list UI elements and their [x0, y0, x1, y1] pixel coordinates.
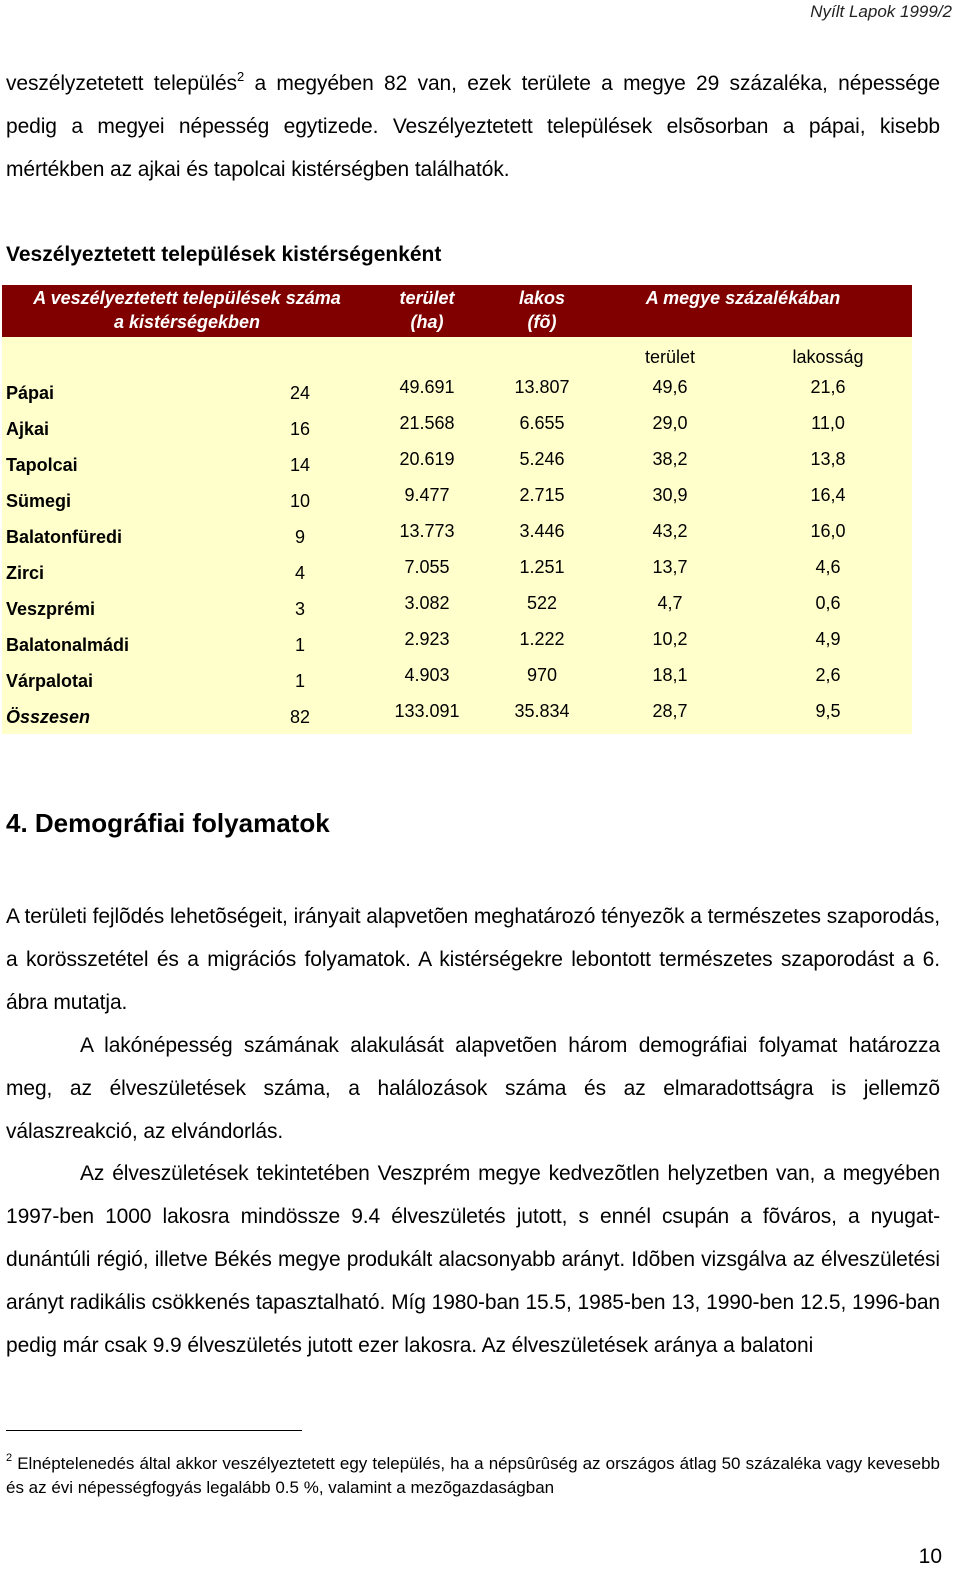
row-area: 21.568: [399, 413, 455, 433]
row-count: 3: [294, 599, 305, 619]
row-pct-population: 0,6: [815, 593, 841, 613]
row-population: 13.807: [514, 377, 570, 397]
row-area: 4.903: [404, 665, 450, 685]
body-paragraph-3: Az élveszületések tekintetében Veszprém megye kedvezõtlen helyzetben van, a megyében 1997-ben 1000 lakosra mindössze 9.4 élveszületés jutott, s ennél csupán a fõváros, a nyugat-dunántúli régió, illetve Békés megye produkált alacsonyabb arányt. Idõben vizsgálva az élveszületési arányt radikális csökkenés tapasztalható. Míg 1980-ban 15.5, 1985-ben 13, 1990-ben 12.5, 1996-ban pedig már csak 9.9 élveszületés jutott ezer lakosra. Az élveszületések aránya a balatoni: [6, 1162, 940, 1357]
table-row: [2, 593, 912, 629]
row-name: Összesen: [6, 707, 91, 727]
footnote-text: Elnéptelenedés által akkor veszélyeztetett egy település, ha a népsûrûség az országos átlag 50 százaléka vagy kevesebb és az évi népességfogyás legalább 0.5 %, valamint a mezõgazdaságban: [6, 1454, 940, 1497]
row-area: 20.619: [399, 449, 455, 469]
row-pct-area: 43,2: [652, 521, 688, 541]
row-pct-area: 28,7: [652, 701, 688, 721]
header-area-line2: (ha): [410, 312, 444, 332]
header-population: [502, 286, 582, 334]
row-population: 1.251: [519, 557, 565, 577]
row-pct-population: 13,8: [810, 449, 846, 469]
row-pct-population: 2,6: [815, 665, 841, 685]
table-row: [2, 665, 912, 701]
row-population: 3.446: [519, 521, 565, 541]
table-row: [2, 377, 912, 413]
table-row: [2, 485, 912, 521]
row-pct-population: 4,9: [815, 629, 841, 649]
row-count: 16: [289, 419, 311, 439]
header-count: [2, 286, 372, 334]
page-number: 10: [918, 1545, 942, 1568]
row-pct-area: 10,2: [652, 629, 688, 649]
header-pop-line1: lakos: [518, 288, 566, 308]
row-population: 1.222: [519, 629, 565, 649]
row-count: 10: [289, 491, 311, 511]
table-title: Veszélyeztetett települések kistérségenként: [6, 243, 442, 266]
footnote: [6, 1452, 940, 1500]
row-name: Tapolcai: [6, 455, 78, 475]
row-area: 133.091: [394, 701, 460, 721]
row-pct-area: 4,7: [657, 593, 683, 613]
table-row: [2, 557, 912, 593]
row-population: 6.655: [519, 413, 565, 433]
row-population: 2.715: [519, 485, 565, 505]
row-area: 2.923: [404, 629, 450, 649]
footnote-divider: [6, 1430, 302, 1431]
footnote-marker: 2: [6, 1452, 13, 1464]
table-row: [2, 629, 912, 665]
table-row: [2, 413, 912, 449]
table-row-total: [2, 701, 912, 737]
row-area: 7.055: [404, 557, 450, 577]
row-pct-population: 16,0: [810, 521, 846, 541]
row-count: 1: [294, 635, 305, 655]
row-count: 24: [289, 383, 311, 403]
table-row: [2, 449, 912, 485]
row-population: 522: [526, 593, 558, 613]
body-paragraph-1: A területi fejlõdés lehetõségeit, irányait alapvetõen meghatározó tényezõk a természetes szaporodás, a korösszetétel és a migrációs folyamatok. A kistérségekre lebontott természetes szaporodást a 6. ábra mutatja.: [6, 905, 940, 1014]
header-count-line1: A veszélyeztetett települések száma: [33, 288, 341, 308]
row-area: 3.082: [404, 593, 450, 613]
row-population: 970: [526, 665, 558, 685]
row-pct-population: 4,6: [815, 557, 841, 577]
table-row: [2, 521, 912, 557]
subheader-population: lakosság: [792, 347, 864, 367]
row-population: 35.834: [514, 701, 570, 721]
settlements-table: [2, 285, 912, 734]
row-pct-population: 16,4: [810, 485, 846, 505]
row-name: Veszprémi: [6, 599, 96, 619]
subheader-area: terület: [644, 347, 696, 367]
header-pop-line2: (fõ): [527, 312, 557, 332]
running-header: Nyílt Lapok 1999/2: [810, 2, 952, 21]
row-area: 13.773: [399, 521, 455, 541]
row-pct-area: 29,0: [652, 413, 688, 433]
table-header: [2, 285, 912, 337]
header-area-line1: terület: [399, 288, 455, 308]
row-name: Balatonalmádi: [6, 635, 130, 655]
row-name: Balatonfüredi: [6, 527, 123, 547]
row-pct-area: 13,7: [652, 557, 688, 577]
row-name: Sümegi: [6, 491, 72, 511]
footnote-reference: 2: [236, 69, 245, 84]
row-count: 1: [294, 671, 305, 691]
row-name: Zirci: [6, 563, 45, 583]
row-population: 5.246: [519, 449, 565, 469]
row-count: 9: [294, 527, 305, 547]
row-name: Pápai: [6, 383, 55, 403]
intro-text-rest: a megyében 82 van, ezek területe a megye 29 százaléka, népessége pedig a megyei népesség egytizede. Veszélyeztetett települések elsõsorban a pápai, kisebb mértékben az ajkai és tapolcai kistérségben találhatók.: [6, 72, 941, 181]
row-pct-population: 9,5: [815, 701, 841, 721]
header-count-line2: a kistérségekben: [113, 312, 261, 332]
row-pct-area: 18,1: [652, 665, 688, 685]
header-percentage: A megye százalékában: [645, 288, 841, 308]
row-name: Ajkai: [6, 419, 50, 439]
section-title: 4. Demográfiai folyamatok: [6, 808, 330, 838]
row-count: 82: [289, 707, 311, 727]
intro-text-start: veszélyzetetett település: [6, 72, 237, 95]
header-area: [387, 286, 467, 334]
table-body: [2, 337, 912, 734]
row-area: 9.477: [404, 485, 450, 505]
intro-paragraph: [6, 62, 940, 191]
row-pct-area: 49,6: [652, 377, 688, 397]
row-area: 49.691: [399, 377, 455, 397]
row-pct-population: 11,0: [811, 413, 845, 433]
body-paragraph-2: A lakónépesség számának alakulását alapvetõen három demográfiai folyamat határozza meg, az élveszületések száma, a halálozások száma és az elmaradottságra is jellemzõ válaszreakció, az elvándorlás.: [6, 1034, 940, 1143]
row-pct-area: 38,2: [652, 449, 688, 469]
row-count: 14: [289, 455, 311, 475]
row-pct-population: 21,6: [810, 377, 846, 397]
row-count: 4: [294, 563, 305, 583]
row-name: Várpalotai: [6, 671, 94, 691]
row-pct-area: 30,9: [652, 485, 688, 505]
